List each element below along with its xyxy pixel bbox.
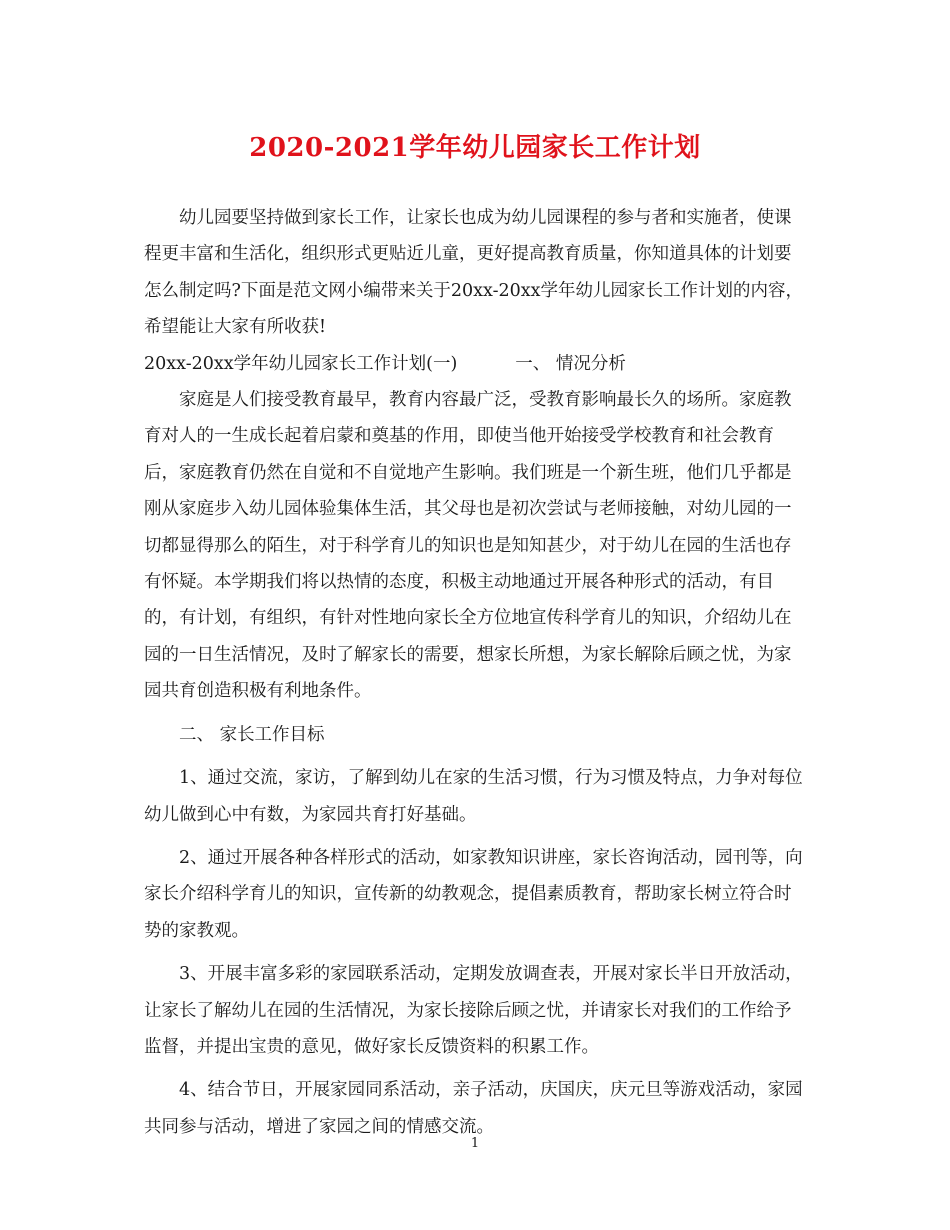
document-body [144,200,808,1145]
goal-item-3: 3、开展丰富多彩的家园联系活动，定期发放调查表，开展对家长半日开放活动，让家长了解幼儿在园的生活情况，为家长接除后顾之忧，并请家长对我们的工作给予监督，并提出宝贵的意见，做好家长反馈资料的积累工作。 [144,964,803,1057]
intro-paragraph: 幼儿园要坚持做到家长工作，让家长也成为幼儿园课程的参与者和实施者，使课程更丰富和生活化，组织形式更贴近儿童，更好提高教育质量，你知道具体的计划要怎么制定吗?下面是范文网小编带来关于20xx-20xx学年幼儿园家长工作计划的内容，希望能让大家有所收获! [144,208,803,338]
goal-item-2: 2、通过开展各种各样形式的活动，如家教知识讲座，家长咨询活动，园刊等，向家长介绍科学育儿的知识，宣传新的幼教观念，提倡素质教育，帮助家长树立符合时势的家教观。 [144,847,803,941]
plan-heading-line [144,346,808,382]
document-title: 2020-2021学年幼儿园家长工作计划 [249,133,701,163]
goal-item-4: 4、结合节日，开展家园同系活动，亲子活动，庆国庆，庆元旦等游戏活动，家园共同参与活动，增进了家园之间的情感交流。 [144,1080,803,1137]
plan-heading: 20xx-20xx学年幼儿园家长工作计划(一) [144,353,458,374]
goal-item-1: 1、通过交流，家访，了解到幼儿在家的生活习惯，行为习惯及特点，力争对每位幼儿做到心中有数，为家园共育打好基础。 [144,768,803,825]
section1-paragraph: 家庭是人们接受教育最早，教育内容最广泛，受教育影响最长久的场所。家庭教育对人的一生成长起着启蒙和奠基的作用，即使当他开始接受学校教育和社会教育后，家庭教育仍然在自觉和不自觉地产生影响。我们班是一个新生班，他们几乎都是刚从家庭步入幼儿园体验集体生活，其父母也是初次尝试与老师接触，对幼儿园的一切都显得那么的陌生，对于科学育儿的知识也是知知甚少，对于幼儿在园的生活也存有怀疑。本学期我们将以热情的态度，积极主动地通过开展各种形式的活动，有目的，有计划，有组织，有针对性地向家长全方位地宣传科学育儿的知识，介绍幼儿在园的一日生活情况，及时了解家长的需要，想家长所想，为家长解除后顾之忧，为家园共育创造积极有利地条件。 [144,390,792,702]
section1-heading: 一、 情况分析 [515,353,626,374]
page-number: 1 [470,1136,480,1151]
section2-heading: 二、 家长工作目标 [179,724,325,745]
